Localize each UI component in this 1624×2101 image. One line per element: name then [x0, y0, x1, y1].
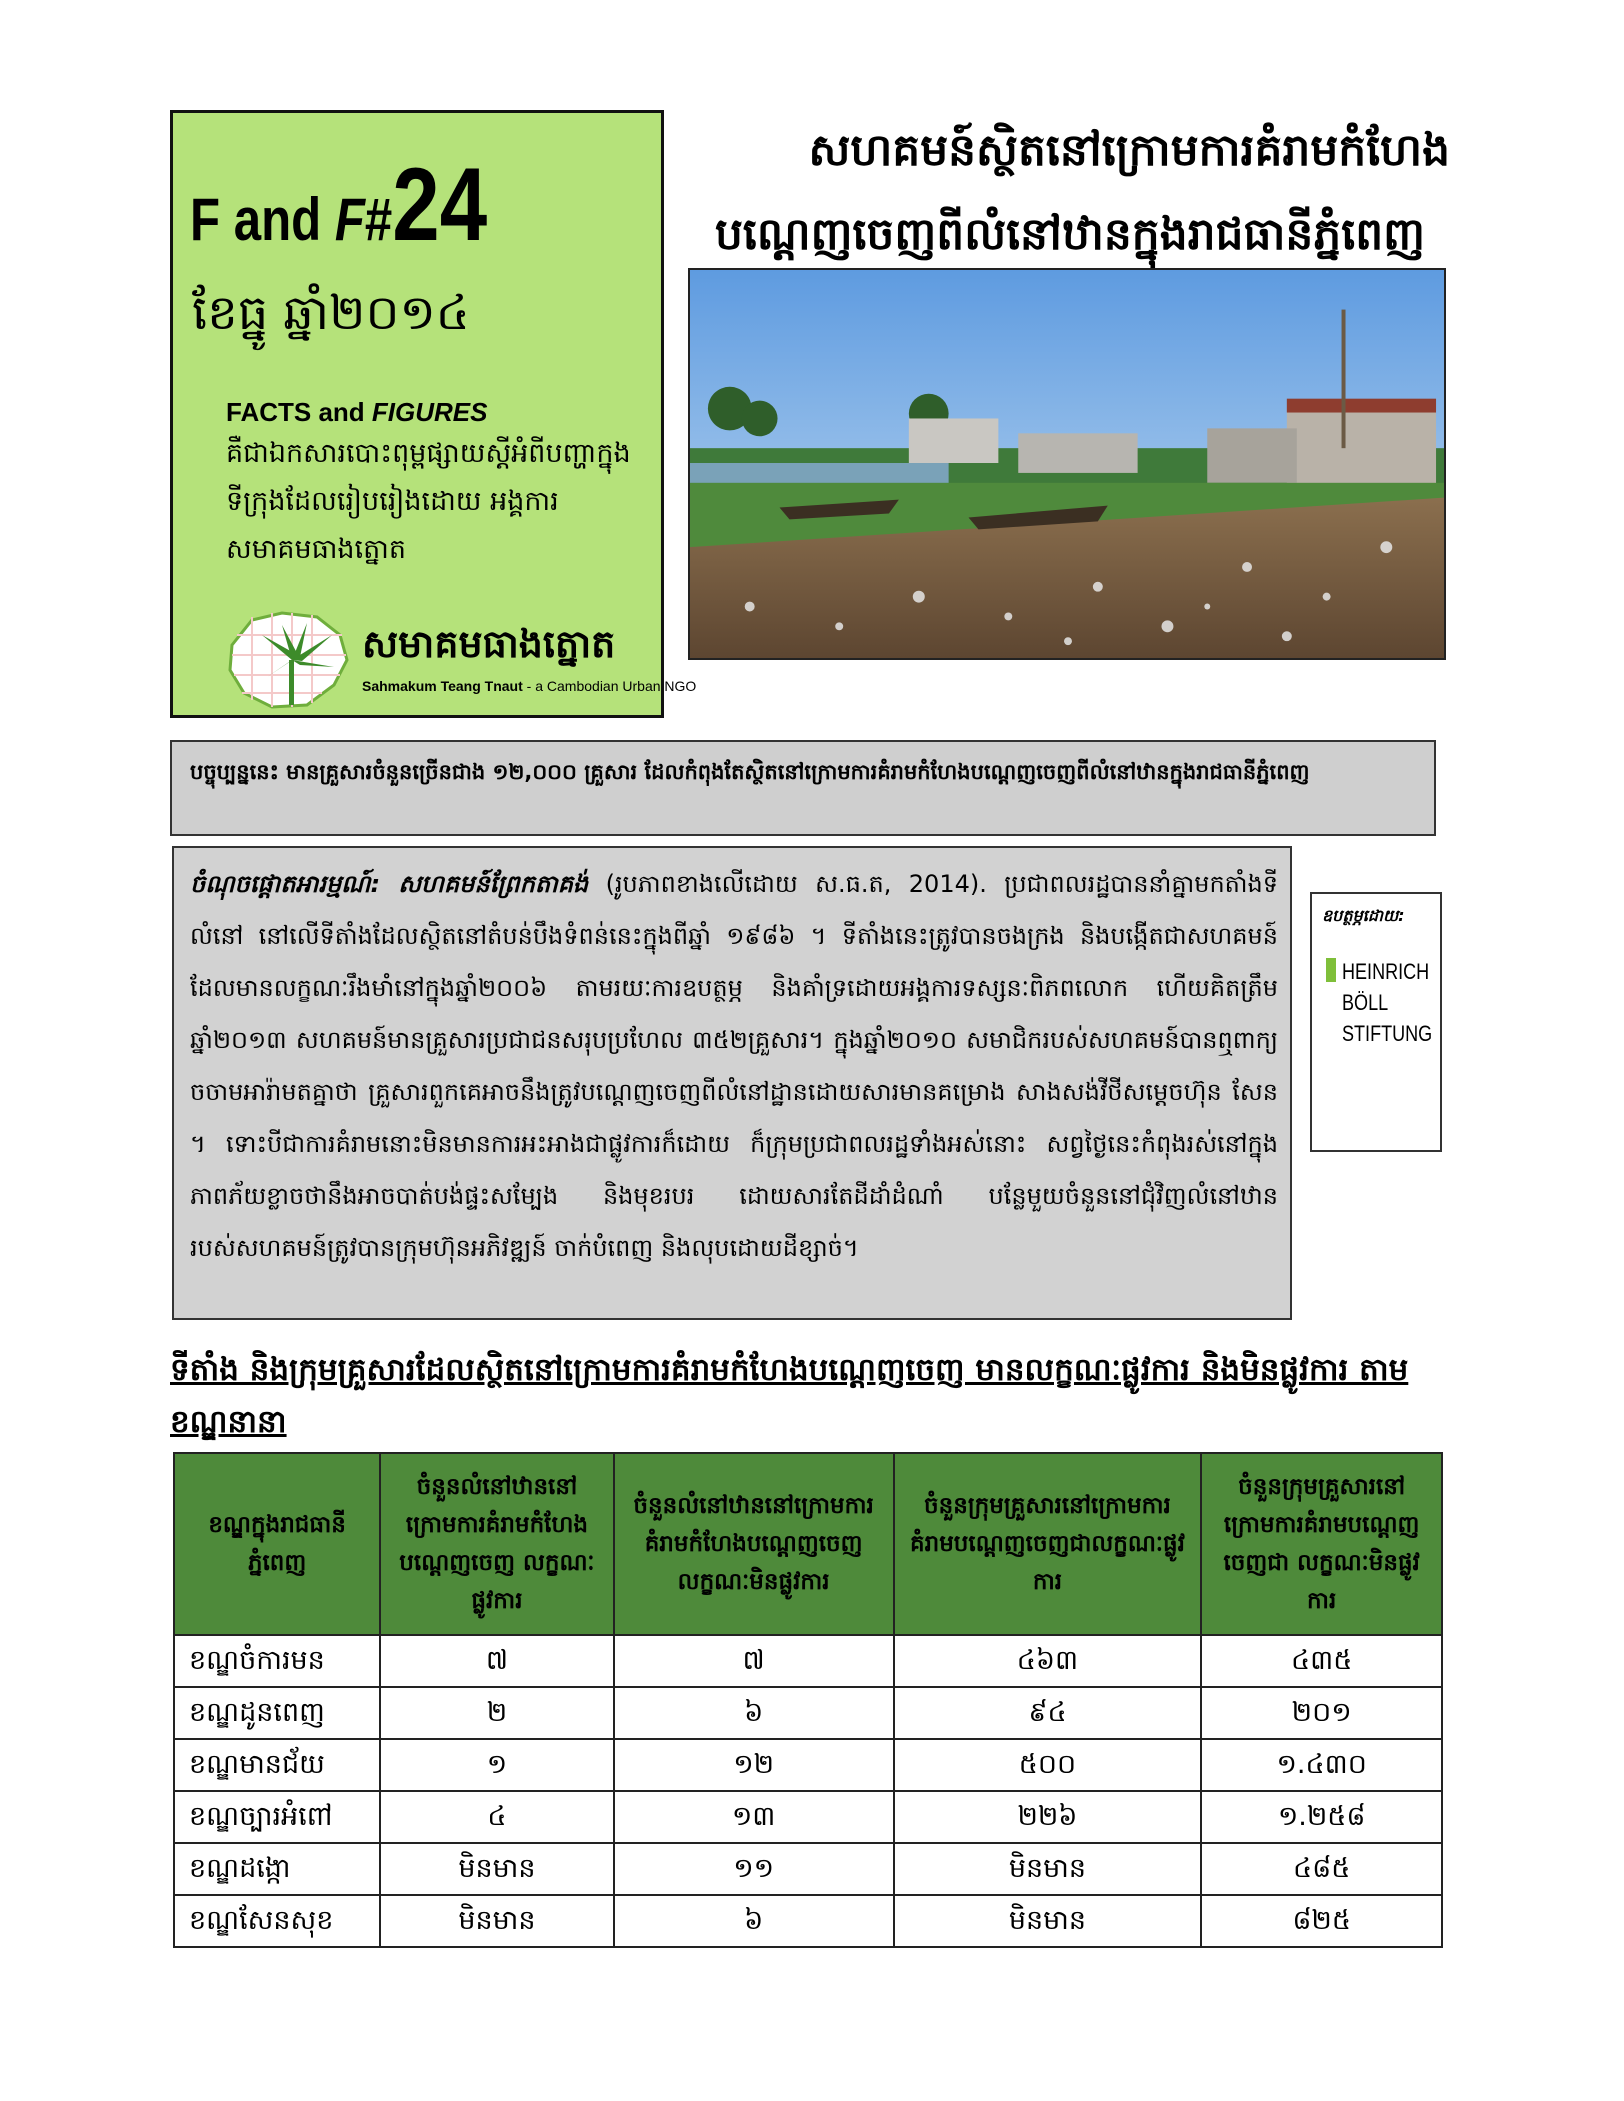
sponsor-label: ឧបត្ថម្ភដោយ:	[1322, 906, 1405, 925]
cell-district: ខណ្ឌមានជ័យ	[174, 1739, 380, 1791]
ff-label-a: FACTS and	[226, 397, 372, 427]
cell-formal-families: ៩៤	[894, 1687, 1202, 1739]
header-formal-sites: ចំនួនលំនៅឋាននៅក្រោមការគំរាមកំហែងបណ្តេញចេញ លក្ខណៈផ្លូវការ	[380, 1453, 613, 1635]
cell-informal-families: ៨២៥	[1201, 1895, 1442, 1947]
summary-text: បច្ចុប្បន្ននេះ មានគ្រួសារចំនួនច្រើនជាង ១២,០០០ គ្រួសារ ដែលកំពុងតែស្ថិតនៅក្រោមការគំរាមកំហែងបណ្តេញចេញពីលំនៅឋានក្នុងរាជធានីភ្នំពេញ	[190, 760, 1310, 784]
cell-informal-families: ១.២៥៨	[1201, 1791, 1442, 1843]
cell-informal-sites: ៧	[614, 1635, 894, 1687]
org-sub-name: Sahmakum Teang Tnaut	[362, 678, 523, 694]
cell-district: ខណ្ឌសែនសុខ	[174, 1895, 380, 1947]
issue-date: ខែធ្នូ ឆ្នាំ២០១៤	[192, 285, 470, 341]
headline-line-1: សហគមន៍ស្ថិតនៅក្រោមការគំរាមកំហែង	[808, 125, 1450, 176]
cell-formal-families: មិនមាន	[894, 1843, 1202, 1895]
issue-prefix: F and	[190, 186, 335, 253]
org-sub-desc: - a Cambodian Urban NGO	[522, 678, 697, 694]
org-name: សមាគមធាងត្នោត	[362, 622, 616, 666]
ff-label-b: FIGURES	[371, 397, 488, 427]
cell-district: ខណ្ឌច្បារអំពៅ	[174, 1791, 380, 1843]
cell-formal-sites: មិនមាន	[380, 1895, 613, 1947]
cell-informal-sites: ១២	[614, 1739, 894, 1791]
cell-informal-sites: ៦	[614, 1895, 894, 1947]
cell-formal-families: មិនមាន	[894, 1895, 1202, 1947]
sponsor-logo: HEINRICH BÖLL STIFTUNG	[1342, 959, 1433, 1046]
focus-paragraph	[190, 858, 1278, 1318]
table-row	[174, 1635, 1442, 1687]
focus-lead: ចំណុចផ្តោតអារម្មណ៍: សហគមន៍ព្រែកតាគង់	[190, 870, 589, 898]
cell-district: ខណ្ឌចំការមន	[174, 1635, 380, 1687]
cell-informal-families: ៤៣៥	[1201, 1635, 1442, 1687]
header-formal-families: ចំនួនក្រុមគ្រួសារនៅក្រោមការគំរាមបណ្តេញចេញជាលក្ខណៈផ្លូវការ	[894, 1453, 1202, 1635]
table-row	[174, 1843, 1442, 1895]
sponsor-logo-bar-icon	[1326, 958, 1336, 982]
table-row	[174, 1687, 1442, 1739]
table-row	[174, 1895, 1442, 1947]
community-photo	[688, 268, 1446, 660]
cell-district: ខណ្ឌដង្កោ	[174, 1843, 380, 1895]
cell-formal-sites: ២	[380, 1687, 613, 1739]
issue-number: 24	[392, 147, 488, 263]
cell-formal-sites: មិនមាន	[380, 1843, 613, 1895]
issue-f: F	[334, 186, 365, 253]
focus-body: (រូបភាពខាងលើដោយ ស.ធ.ត, 2014). ប្រជាពលរដ្ឋបាននាំគ្នាមកតាំងទីលំនៅ នៅលើទីតាំងដែលស្ថិតនៅតំបន់បឹងទំពន់នេះក្នុងពីឆ្នាំ ១៩៨៦ ។ ទីតាំងនេះត្រូវបានចងក្រង និងបង្កើតជាសហគមន៍ដែលមានលក្ខណៈរឹងមាំនៅក្នុងឆ្នាំ២០០៦ តាមរយៈការឧបត្ថម្ភ និងគាំទ្រដោយអង្គការទស្សនៈពិភពលោក ហើយគិតត្រឹមឆ្នាំ២០១៣ សហគមន៍មានគ្រួសារប្រជាជនសរុបប្រហែល ៣៥២គ្រួសារ។ ក្នុងឆ្នាំ២០១០ សមាជិករបស់សហគមន៍បានឮពាក្យចចាមអារ៉ាមតគ្នាថា គ្រួសារពួកគេអាចនឹងត្រូវបណ្តេញចេញពីលំនៅដ្ឋានដោយសារមានគម្រោង សាងសង់វីថីសម្តេចហ៊ុន សែន ។ ទោះបីជាការគំរាមនោះមិនមានការអះអាងជាផ្លូវការក៏ដោយ ក៏ក្រុមប្រជាពលរដ្ឋទាំងអស់នោះ សព្វថ្ងៃនេះកំពុងរស់នៅក្នុងភាពភ័យខ្លាចថានឹងអាចបាត់បង់ផ្ទះសម្បែង និងមុខរបរ ដោយសារតែដីដាំដំណាំ បន្លែមួយចំនួននៅជុំវិញលំនៅឋានរបស់សហគមន៍ត្រូវបានក្រុមហ៊ុនអភិវឌ្ឍន៍ ចាក់បំពេញ និងលុបដោយដីខ្សាច់។	[190, 870, 1279, 1262]
cell-informal-families: ១.៤៣០	[1201, 1739, 1442, 1791]
cell-formal-sites: ១	[380, 1739, 613, 1791]
issue-hash: #	[364, 186, 393, 253]
eviction-table	[173, 1452, 1443, 1948]
cell-formal-sites: ៧	[380, 1635, 613, 1687]
table-row	[174, 1791, 1442, 1843]
cell-informal-sites: ១១	[614, 1843, 894, 1895]
cell-formal-families: ២២៦	[894, 1791, 1202, 1843]
cell-informal-sites: ៦	[614, 1687, 894, 1739]
header-informal-sites: ចំនួនលំនៅឋាននៅក្រោមការគំរាមកំហែងបណ្តេញចេញ លក្ខណៈមិនផ្លូវការ	[614, 1453, 894, 1635]
header-district: ខណ្ឌក្នុងរាជធានីភ្នំពេញ	[174, 1453, 380, 1635]
cell-informal-sites: ១៣	[614, 1791, 894, 1843]
table-row	[174, 1739, 1442, 1791]
cell-informal-families: ៤៨៥	[1201, 1843, 1442, 1895]
cell-formal-sites: ៤	[380, 1791, 613, 1843]
facts-figures-description: គឺជាឯកសារបោះពុម្ពផ្សាយស្តីអំពីបញ្ហាក្នុងទីក្រុងដែលរៀបរៀងដោយ អង្គការសមាគមធាងត្នោត	[226, 438, 631, 565]
issue-title	[190, 147, 567, 263]
header-informal-families: ចំនួនក្រុមគ្រួសារនៅក្រោមការគំរាមបណ្តេញចេញជា លក្ខណៈមិនផ្លូវការ	[1201, 1453, 1442, 1635]
org-subtitle	[362, 675, 697, 697]
cell-formal-families: ៥០០	[894, 1739, 1202, 1791]
table-header-row	[174, 1453, 1442, 1635]
cell-district: ខណ្ឌដូនពេញ	[174, 1687, 380, 1739]
facts-figures-label	[226, 395, 646, 429]
cell-formal-families: ៤៦៣	[894, 1635, 1202, 1687]
headline-line-2: បណ្តេញចេញពីលំនៅឋានក្នុងរាជធានីភ្នំពេញ	[714, 209, 1426, 260]
section-title: ទីតាំង និងក្រុមគ្រួសារដែលស្ថិតនៅក្រោមការគំរាមកំហែងបណ្តេញចេញ មានលក្ខណៈផ្លូវការ និងមិនផ្លូវការ តាមខណ្ឌនានា	[170, 1352, 1409, 1440]
org-logo-map-icon	[222, 605, 354, 713]
cell-informal-families: ២០១	[1201, 1687, 1442, 1739]
